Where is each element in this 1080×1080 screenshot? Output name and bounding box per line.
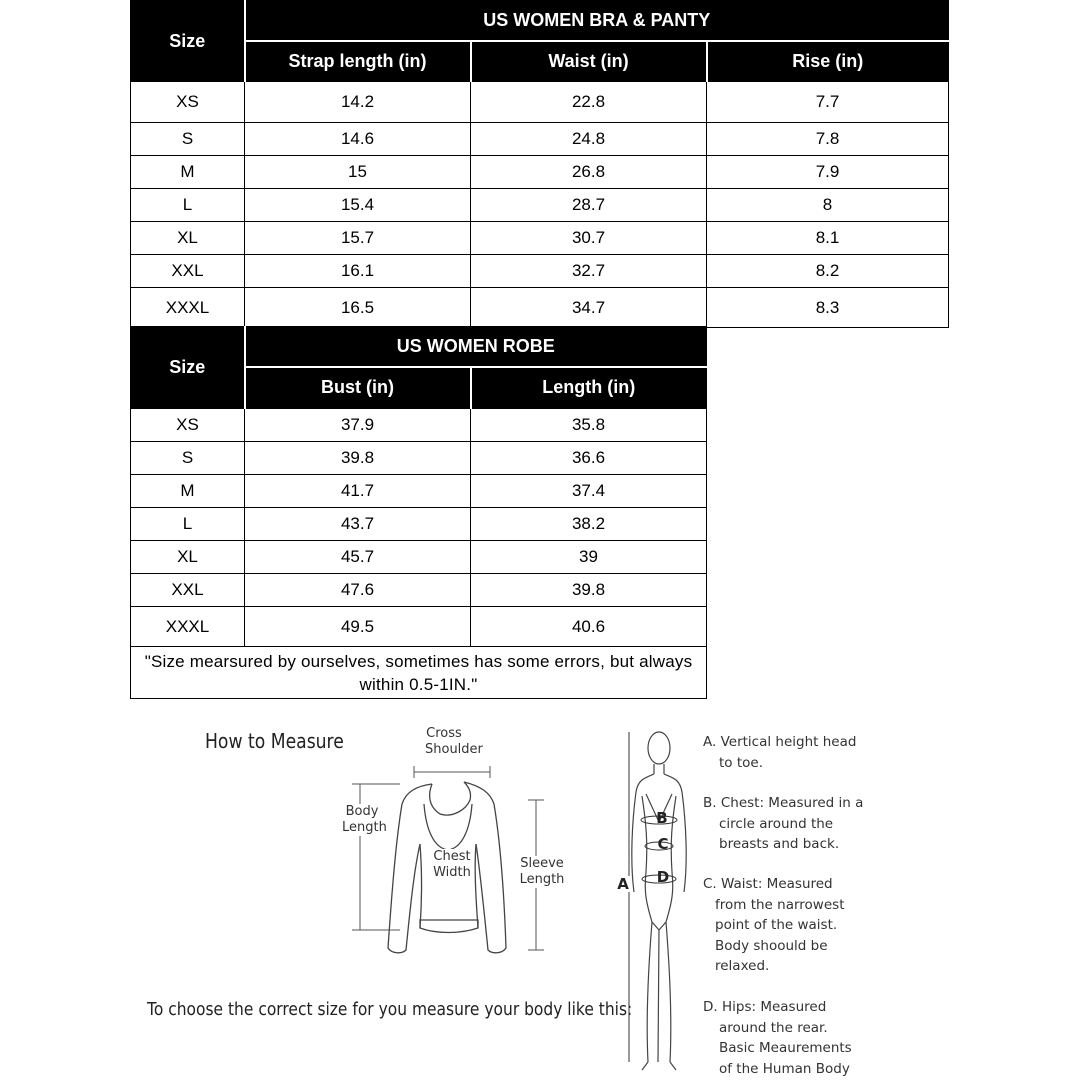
waist-cell: 26.8: [471, 156, 707, 189]
size-cell: S: [131, 123, 245, 156]
table-row: [131, 222, 949, 255]
table-row: [131, 123, 949, 156]
rise-cell: 7.7: [707, 82, 949, 123]
strap-length-cell: 14.6: [245, 123, 471, 156]
how-to-measure-title: How to Measure: [205, 729, 344, 753]
length-cell: 37.4: [471, 475, 707, 508]
body-length-label: Body Length: [342, 804, 387, 835]
table-row: [131, 288, 949, 328]
size-cell: M: [131, 475, 245, 508]
size-cell: L: [131, 508, 245, 541]
table-row: [131, 607, 707, 647]
figure-label-b: B: [656, 809, 668, 827]
note-line-2: within 0.5-1IN.": [359, 674, 478, 694]
waist-cell: 28.7: [471, 189, 707, 222]
rise-cell: 8: [707, 189, 949, 222]
waist-cell: 24.8: [471, 123, 707, 156]
robe-rows: [131, 409, 707, 647]
strap-length-cell: 16.5: [245, 288, 471, 328]
size-cell: XXL: [131, 574, 245, 607]
table-row: [131, 189, 949, 222]
legend-d: D. Hips: Measured around the rear. Basic Meaurements of the Human Body: [703, 999, 852, 1077]
table-row: [131, 409, 707, 442]
bra-panty-size-table: [130, 0, 949, 328]
cross-shoulder-label: Cross Shoulder: [425, 726, 483, 757]
body-figure-illustration: [612, 722, 704, 1080]
bust-cell: 37.9: [245, 409, 471, 442]
waist-cell: 22.8: [471, 82, 707, 123]
bust-cell: 45.7: [245, 541, 471, 574]
figure-label-c: C: [657, 835, 669, 853]
robe-size-table: [130, 326, 707, 699]
chest-width-label: Chest Width: [433, 849, 471, 880]
waist-cell: 34.7: [471, 288, 707, 328]
bust-cell: 41.7: [245, 475, 471, 508]
length-cell: 35.8: [471, 409, 707, 442]
waist-cell: 32.7: [471, 255, 707, 288]
bust-cell: 43.7: [245, 508, 471, 541]
size-cell: XXXL: [131, 288, 245, 328]
bra-panty-rows: [131, 82, 949, 328]
size-cell: S: [131, 442, 245, 475]
strap-length-cell: 14.2: [245, 82, 471, 123]
table-row: [131, 508, 707, 541]
figure-label-a: A: [615, 876, 631, 892]
measure-instruction: To choose the correct size for you measure your body like this:: [147, 999, 633, 1020]
waist-header: Waist (in): [471, 41, 707, 82]
rise-cell: 7.8: [707, 123, 949, 156]
table-row: [131, 156, 949, 189]
size-cell: XXL: [131, 255, 245, 288]
strap-length-cell: 15.7: [245, 222, 471, 255]
length-cell: 39.8: [471, 574, 707, 607]
rise-cell: 8.2: [707, 255, 949, 288]
rise-cell: 8.3: [707, 288, 949, 328]
size-column-header: Size: [131, 1, 245, 82]
size-column-header: Size: [131, 327, 245, 409]
length-header: Length (in): [471, 367, 707, 409]
length-cell: 40.6: [471, 607, 707, 647]
strap-length-cell: 15: [245, 156, 471, 189]
legend-a: A. Vertical height head to toe.: [703, 734, 857, 771]
length-cell: 39: [471, 541, 707, 574]
robe-title: US WOMEN ROBE: [245, 327, 707, 367]
legend-b: B. Chest: Measured in a circle around the breasts and back.: [703, 795, 864, 852]
bust-cell: 39.8: [245, 442, 471, 475]
table-row: [131, 442, 707, 475]
note-line-1: "Size mearsured by ourselves, sometimes has some errors, but always: [144, 651, 693, 671]
size-cell: XS: [131, 409, 245, 442]
strap-length-cell: 16.1: [245, 255, 471, 288]
strap-length-cell: 15.4: [245, 189, 471, 222]
size-cell: M: [131, 156, 245, 189]
figure-label-d: D: [656, 868, 670, 886]
table-row: [131, 541, 707, 574]
sleeve-length-label: Sleeve Length: [519, 856, 565, 887]
waist-cell: 30.7: [471, 222, 707, 255]
strap-length-header: Strap length (in): [245, 41, 471, 82]
length-cell: 38.2: [471, 508, 707, 541]
bra-panty-title: US WOMEN BRA & PANTY: [245, 1, 949, 41]
table-row: [131, 82, 949, 123]
length-cell: 36.6: [471, 442, 707, 475]
legend-c: C. Waist: Measured from the narrowest point of the waist. Body shoould be relaxed.: [703, 876, 845, 974]
size-cell: XS: [131, 82, 245, 123]
size-cell: XL: [131, 222, 245, 255]
bust-cell: 49.5: [245, 607, 471, 647]
bust-header: Bust (in): [245, 367, 471, 409]
table-row: [131, 574, 707, 607]
rise-cell: 7.9: [707, 156, 949, 189]
rise-header: Rise (in): [707, 41, 949, 82]
size-cell: XL: [131, 541, 245, 574]
size-cell: XXXL: [131, 607, 245, 647]
table-row: [131, 475, 707, 508]
rise-cell: 8.1: [707, 222, 949, 255]
size-cell: L: [131, 189, 245, 222]
table-row: [131, 255, 949, 288]
bust-cell: 47.6: [245, 574, 471, 607]
measurement-note: [131, 647, 707, 699]
